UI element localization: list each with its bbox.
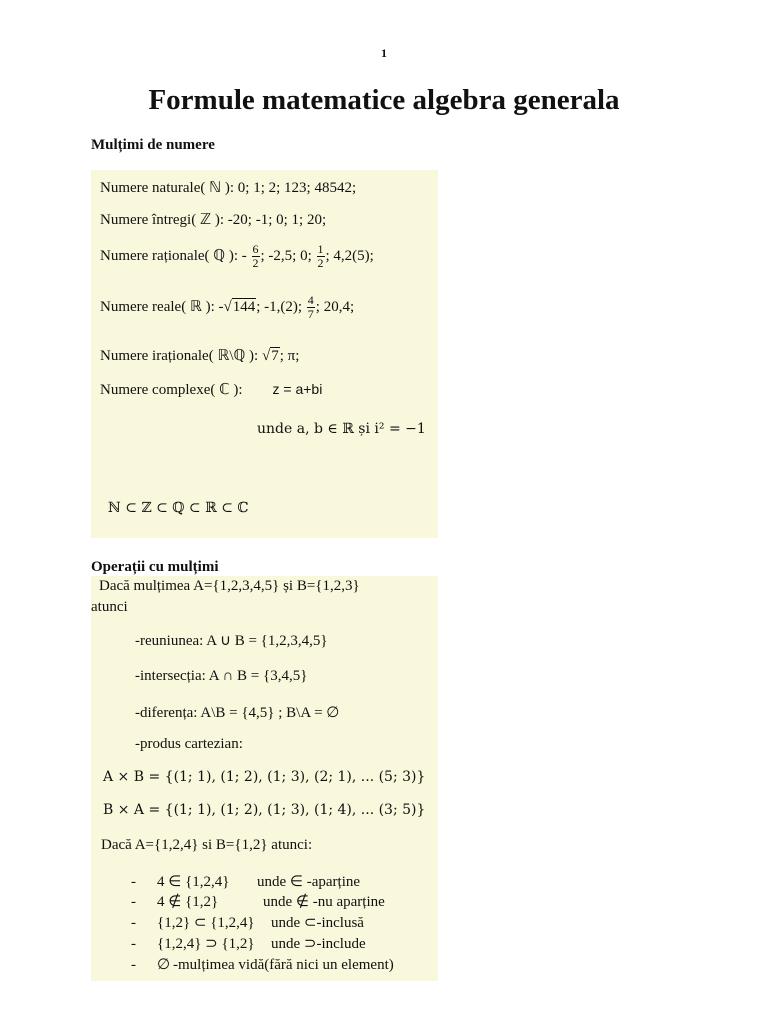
fraction-6-2 <box>252 243 260 270</box>
rationals-line <box>100 243 374 270</box>
intersection-line: -intersecția: A ∩ B = {3,4,5} <box>135 668 308 684</box>
rationals-minus: - <box>238 247 251 264</box>
reals-line <box>100 294 354 321</box>
list-item-expression: {1,2,4} ⊃ {1,2} <box>157 936 255 952</box>
operations-intro: Dacă mulțimea A={1,2,3,4,5} și B={1,2,3} <box>99 578 360 594</box>
cartesian-product-label: -produs cartezian: <box>135 736 243 752</box>
cartesian-axb: A × B = {(1; 1), (1; 2), (1; 3), (2; 1), ... (5; 3)} <box>103 769 426 785</box>
naturals-values: 0; 1; 2; 123; 48542; <box>234 180 357 196</box>
operations-intro-then: atunci <box>91 599 128 615</box>
set-operations-box <box>91 576 438 981</box>
reals-label: Numere reale( ℝ ): <box>100 298 215 315</box>
sqrt-7: 7 <box>271 348 279 364</box>
irrationals-end: ; π; <box>279 348 300 364</box>
union-line: -reuniunea: A ∪ B = {1,2,3,4,5} <box>135 633 328 649</box>
fraction-numerator: 6 <box>252 242 259 256</box>
rationals-end: ; 4,2(5); <box>325 247 374 264</box>
list-item <box>131 955 394 974</box>
cartesian-bxa: B × A = {(1; 1), (1; 2), (1; 3), (1; 4), ... (3; 5)} <box>103 802 426 818</box>
fraction-1-2 <box>317 243 325 270</box>
list-dash: - <box>131 894 136 910</box>
fraction-denominator: 2 <box>317 256 324 270</box>
complex-label: Numere complexe( ℂ ): <box>100 382 243 398</box>
page-number: 1 <box>381 46 387 60</box>
list-item <box>131 872 360 891</box>
list-item-expression: 4 ∉ {1,2} <box>157 894 219 910</box>
list-item-description: unde ⊂-inclusă <box>271 915 364 931</box>
list-dash: - <box>131 936 136 952</box>
integers-line <box>100 210 326 229</box>
fraction-denominator: 2 <box>252 256 259 270</box>
naturals-label: Numere naturale( ℕ ): <box>100 180 235 196</box>
sqrt-144: 144 <box>232 298 256 315</box>
list-item-expression: 4 ∈ {1,2,4} <box>157 874 230 890</box>
list-item <box>131 934 366 953</box>
list-item-description: -mulțimea vidă(fără nici un element) <box>173 957 394 973</box>
list-item <box>131 913 364 932</box>
integers-label: Numere întregi( ℤ ): <box>100 212 225 228</box>
section-heading-number-sets: Mulțimi de numere <box>91 137 215 153</box>
fraction-numerator: 4 <box>307 293 314 307</box>
fraction-4-7 <box>307 294 315 321</box>
fraction-denominator: 7 <box>307 307 314 321</box>
reals-end: ; 20,4; <box>315 298 355 315</box>
integers-values: -20; -1; 0; 1; 20; <box>224 212 327 228</box>
irrationals-sqrt-sign: √ <box>258 348 271 364</box>
rationals-mid: ; -2,5; 0; <box>260 247 316 264</box>
set-inclusion-chain: ℕ ⊂ ℤ ⊂ ℚ ⊂ ℝ ⊂ ℂ <box>108 500 249 516</box>
list-item-description: unde ⊃-include <box>271 936 366 952</box>
section-heading-set-operations: Operații cu mulțimi <box>91 559 219 575</box>
list-dash: - <box>131 874 136 890</box>
complex-condition: unde a, b ∈ ℝ și i² = −1 <box>257 421 426 437</box>
complex-line <box>100 380 322 399</box>
list-item-expression: {1,2} ⊂ {1,2,4} <box>157 915 255 931</box>
list-item <box>131 892 385 911</box>
list-item-description: unde ∈ -aparține <box>257 874 361 890</box>
rationals-label: Numere raționale( ℚ ): <box>100 247 238 264</box>
naturals-line <box>100 178 356 197</box>
reals-mid: ; -1,(2); <box>256 298 306 315</box>
irrationals-line <box>100 346 299 365</box>
page-title: Formule matematice algebra generala <box>148 84 620 116</box>
list-dash: - <box>131 957 136 973</box>
list-item-description: unde ∉ -nu aparține <box>263 894 385 910</box>
membership-intro: Dacă A={1,2,4} si B={1,2} atunci: <box>101 837 313 853</box>
difference-line: -diferența: A\B = {4,5} ; B\A = ∅ <box>135 705 340 721</box>
irrationals-label: Numere iraționale( ℝ\ℚ ): <box>100 348 259 364</box>
reals-minus-sqrt: -√ <box>214 298 232 315</box>
complex-formula: z = a+bi <box>272 381 323 397</box>
fraction-numerator: 1 <box>317 242 324 256</box>
list-item-expression: ∅ <box>157 957 171 973</box>
number-sets-box <box>91 170 438 538</box>
list-dash: - <box>131 915 136 931</box>
